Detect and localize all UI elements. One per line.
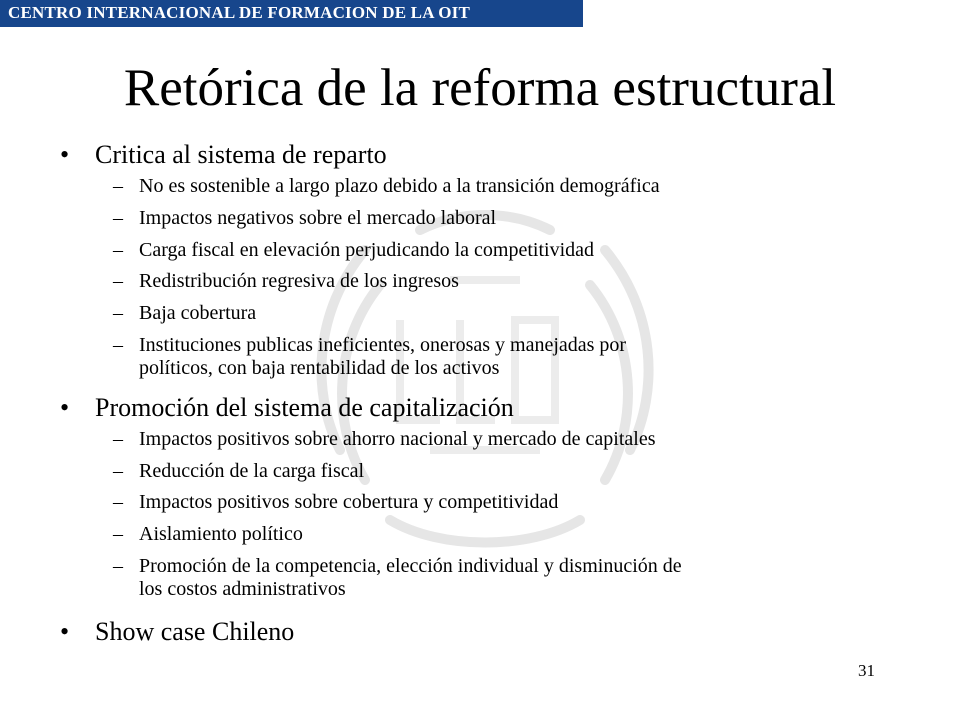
sub-1-3-dash: – [113,239,123,261]
sub-1-6-text: Instituciones publicas ineficientes, onerosas y manejadas por [139,334,627,356]
sub-1-5-dash: – [113,302,123,324]
sub-1-2-text: Impactos negativos sobre el mercado laboral [139,207,497,229]
sub-1-6-dash: – [113,334,123,356]
header-org-name: CENTRO INTERNACIONAL DE FORMACION DE LA OIT [8,3,470,22]
slide-title: Retórica de la reforma estructural [123,59,837,117]
bullet-3-marker: • [60,617,70,646]
sub-2-5-text: Promoción de la competencia, elección individual y disminución de [139,555,682,577]
bullet-2-heading: Promoción del sistema de capitalización [95,393,514,422]
sub-2-2-text: Reducción de la carga fiscal [139,460,365,482]
sub-1-5-text: Baja cobertura [139,302,257,324]
sub-2-1-dash: – [113,428,123,450]
sub-2-5-dash: – [113,555,123,577]
sub-2-3-dash: – [113,491,123,513]
bullet-1-marker: • [60,140,70,169]
sub-2-1-text: Impactos positivos sobre ahorro nacional y mercado de capitales [139,428,656,450]
bullet-2-marker: • [60,393,70,422]
bullet-3-heading: Show case Chileno [95,617,295,646]
bullet-1-heading: Critica al sistema de reparto [95,140,387,169]
sub-1-4-text: Redistribución regresiva de los ingresos [139,270,459,292]
page-number: 31 [858,661,875,680]
sub-1-6-text-cont: políticos, con baja rentabilidad de los activos [139,357,500,379]
sub-2-2-dash: – [113,460,123,482]
sub-1-1-dash: – [113,175,123,197]
sub-1-4-dash: – [113,270,123,292]
sub-1-2-dash: – [113,207,123,229]
sub-2-5-text-cont: los costos administrativos [139,578,346,600]
sub-2-4-dash: – [113,523,123,545]
sub-1-1-text: No es sostenible a largo plazo debido a la transición demográfica [139,175,660,197]
sub-2-4-text: Aislamiento político [139,523,303,545]
sub-2-3-text: Impactos positivos sobre cobertura y competitividad [139,491,559,513]
sub-1-3-text: Carga fiscal en elevación perjudicando la competitividad [139,239,595,261]
